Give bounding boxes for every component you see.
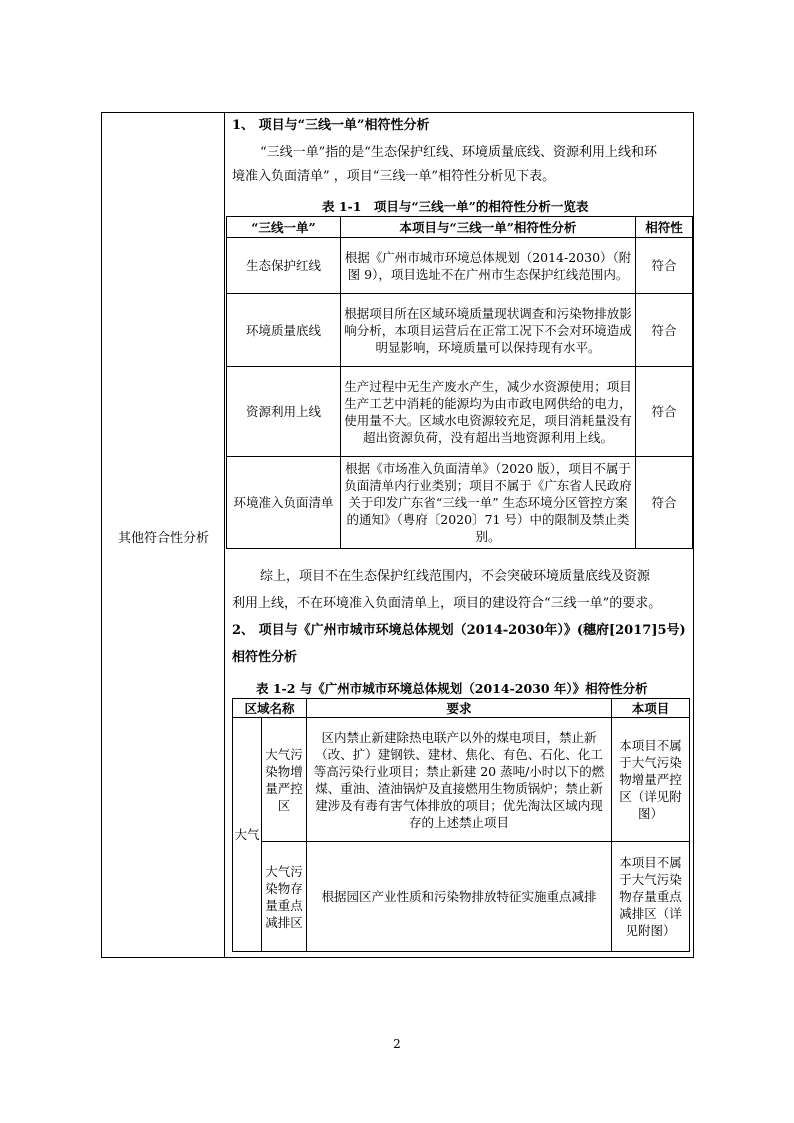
table1 xyxy=(226,216,693,549)
table2 xyxy=(232,698,690,952)
table1-analysis: 根据《广州市城市环境总体规划（2014-2030）（附图 9），项目选址不在广州市生态保护红线范围内。 xyxy=(341,238,636,294)
table1-header-analysis: 本项目与“三线一单”相符性分析 xyxy=(341,217,636,238)
table2-requirement: 根据园区产业性质和污染物排放特征实施重点减排 xyxy=(307,842,612,952)
table1-result: 符合 xyxy=(636,238,693,294)
left-label: 其他符合性分析 xyxy=(117,531,209,546)
table2-header-zone: 区域名称 xyxy=(233,699,307,718)
table2-requirement: 区内禁止新建除热电联产以外的煤电项目，禁止新（改、扩）建钢铁、建材、焦化、有色、石化、化工等高污染行业项目；禁止新建 20 蒸吨/小时以下的燃煤、重油、渣油锅炉及直接燃用生物质锅炉；禁止新建涉及有毒有害气体排放的项目；优先淘汰区域内现存的上述禁止项目 xyxy=(307,718,612,842)
table2-header-row xyxy=(233,699,690,718)
table1-result: 符合 xyxy=(636,367,693,457)
table2-header-project: 本项目 xyxy=(612,699,690,718)
section1-paragraph-line1: “三线一单”指的是“生态保护红线、环境质量底线、资源利用上线和环 xyxy=(260,145,657,160)
left-column xyxy=(102,113,225,957)
section1-paragraph-line2: 境准入负面清单” ，项目“三线一单”相符性分析见下表。 xyxy=(232,169,556,184)
table-row xyxy=(233,718,690,842)
table1-header-result: 相符性 xyxy=(636,217,693,238)
table-row xyxy=(227,367,693,457)
table1-header-row xyxy=(227,217,693,238)
table2-group: 大气 xyxy=(233,718,262,952)
table2-zone: 大气污染物增量严控区 xyxy=(262,718,307,842)
conclusion-line2: 利用上线，不在环境准入负面清单上，项目的建设符合“三线一单”的要求。 xyxy=(232,596,662,611)
table1-item: 资源利用上线 xyxy=(227,367,341,457)
table1-item: 生态保护红线 xyxy=(227,238,341,294)
table1-item: 环境质量底线 xyxy=(227,294,341,367)
table2-project: 本项目不属于大气污染物增量严控区（详见附图） xyxy=(612,718,690,842)
table1-analysis: 根据项目所在区域环境质量现状调查和污染物排放影响分析，本项目运营后在正常工况下不会对环境造成明显影响，环境质量可以保持现有水平。 xyxy=(341,294,636,367)
table2-caption: 表 1-2 与《广州市城市环境总体规划（2014-2030 年）》相符性分析 xyxy=(256,681,648,696)
table1-result: 符合 xyxy=(636,457,693,549)
form-table xyxy=(101,112,694,958)
table-row xyxy=(233,842,690,952)
section1-title: 1、 项目与“三线一单”相符性分析 xyxy=(232,118,430,133)
section2-title-line1: 2、 项目与《广州市城市环境总体规划（2014-2030年）》(穗府[2017]5号) xyxy=(232,623,686,638)
table2-header-requirement: 要求 xyxy=(307,699,612,718)
table-row xyxy=(227,294,693,367)
section2-title-line2: 相符性分析 xyxy=(232,650,298,665)
table1-analysis: 生产过程中无生产废水产生，减少水资源使用；项目生产工艺中消耗的能源均为由市政电网供给的电力，使用量不大。区域水电资源较充足，项目消耗量没有超出资源负荷，没有超出当地资源利用上线。 xyxy=(341,367,636,457)
table-row xyxy=(227,238,693,294)
table2-zone: 大气污染物存量重点减排区 xyxy=(262,842,307,952)
table1-item: 环境准入负面清单 xyxy=(227,457,341,549)
page-number: 2 xyxy=(393,1037,401,1051)
table-row xyxy=(227,457,693,549)
conclusion-line1: 综上，项目不在生态保护红线范围内，不会突破环境质量底线及资源 xyxy=(260,569,651,584)
table2-project: 本项目不属于大气污染物存量重点减排区（详见附图） xyxy=(612,842,690,952)
table1-analysis: 根据《市场准入负面清单》（2020 版），项目不属于负面清单内行业类别；项目不属于《广东省人民政府关于印发广东省“三线一单” 生态环境分区管控方案的通知》（粤府〔2020〕71 号）中的限制及禁止类别。 xyxy=(341,457,636,549)
table1-header-item: “三线一单” xyxy=(227,217,341,238)
table1-result: 符合 xyxy=(636,294,693,367)
table1-caption: 表 1-1 项目与“三线一单”的相符性分析一览表 xyxy=(322,199,589,214)
